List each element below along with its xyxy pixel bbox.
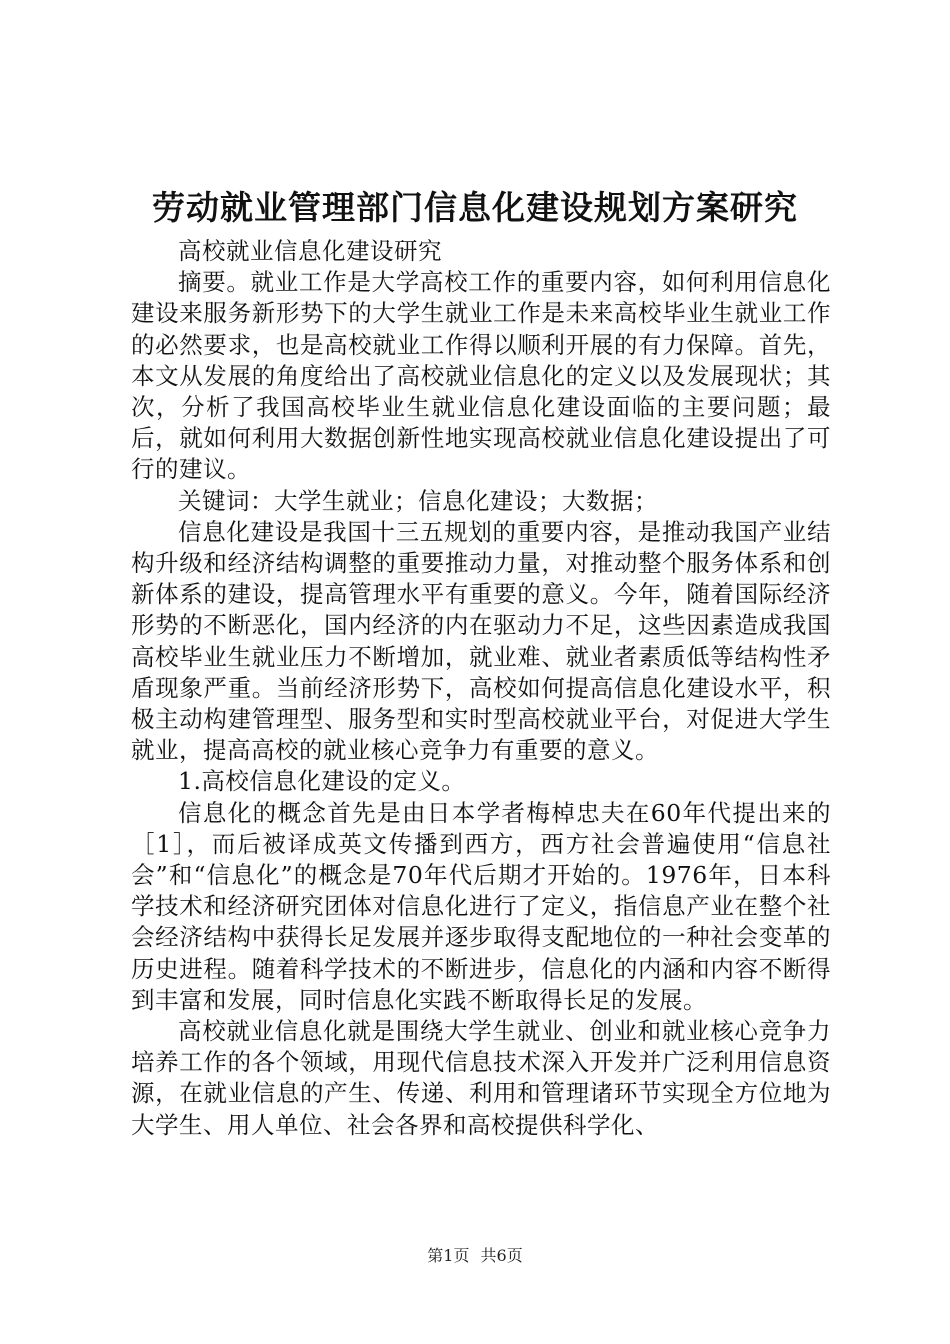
- paragraph-abstract: 摘要。就业工作是大学高校工作的重要内容，如何利用信息化建设来服务新形势下的大学生就业工作是未来高校毕业生就业工作的必然要求，也是高校就业工作得以顺利开展的有力保障。首先，本文从发展的角度给出了高校就业信息化的定义以及发展现状；其次，分析了我国高校毕业生就业信息化建设面临的主要问题；最后，就如何利用大数据创新性地实现高校就业信息化建设提出了可行的建议。: [131, 268, 831, 484]
- page-footer: [0, 1245, 950, 1267]
- page-number: 第1页: [427, 1246, 470, 1265]
- paragraph-intro: 信息化建设是我国十三五规划的重要内容，是推动我国产业结构升级和经济结构调整的重要推动力量，对推动整个服务体系和创新体系的建设，提高管理水平有重要的意义。今年，随着国际经济形势的不断恶化，国内经济的内在驱动力不足，这些因素造成我国高校毕业生就业压力不断增加，就业难、就业者素质低等结构性矛盾现象严重。当前经济形势下，高校如何提高信息化建设水平，积极主动构建管理型、服务型和实时型高校就业平台，对促进大学生就业，提高高校的就业核心竞争力有重要的意义。: [131, 517, 831, 765]
- page-total: 共6页: [480, 1246, 523, 1265]
- paragraph-subtitle: 高校就业信息化建设研究: [178, 237, 442, 265]
- document-title: 劳动就业管理部门信息化建设规划方案研究: [152, 188, 798, 227]
- section-heading: 1.高校信息化建设的定义。: [178, 767, 466, 796]
- paragraph-definition: 信息化的概念首先是由日本学者梅棹忠夫在60年代提出来的［1］，而后被译成英文传播到西方，西方社会普遍使用“信息社会”和“信息化”的概念是70年代后期才开始的。1976年，日本科学技术和经济研究团体对信息化进行了定义，指信息产业在整个社会经济结构中获得长足发展并逐步取得支配地位的一种社会变革的历史进程。随着科学技术的不断进步，信息化的内涵和内容不断得到丰富和发展，同时信息化实践不断取得长足的发展。: [131, 798, 831, 1014]
- document-body: [131, 236, 831, 1141]
- paragraph-keywords: 关键词：大学生就业；信息化建设；大数据；: [178, 486, 658, 515]
- paragraph-employment-info: 高校就业信息化就是围绕大学生就业、创业和就业核心竞争力培养工作的各个领域，用现代信息技术深入开发并广泛利用信息资源，在就业信息的产生、传递、利用和管理诸环节实现全方位地为大学生、用人单位、社会各界和高校提供科学化、: [131, 1017, 831, 1139]
